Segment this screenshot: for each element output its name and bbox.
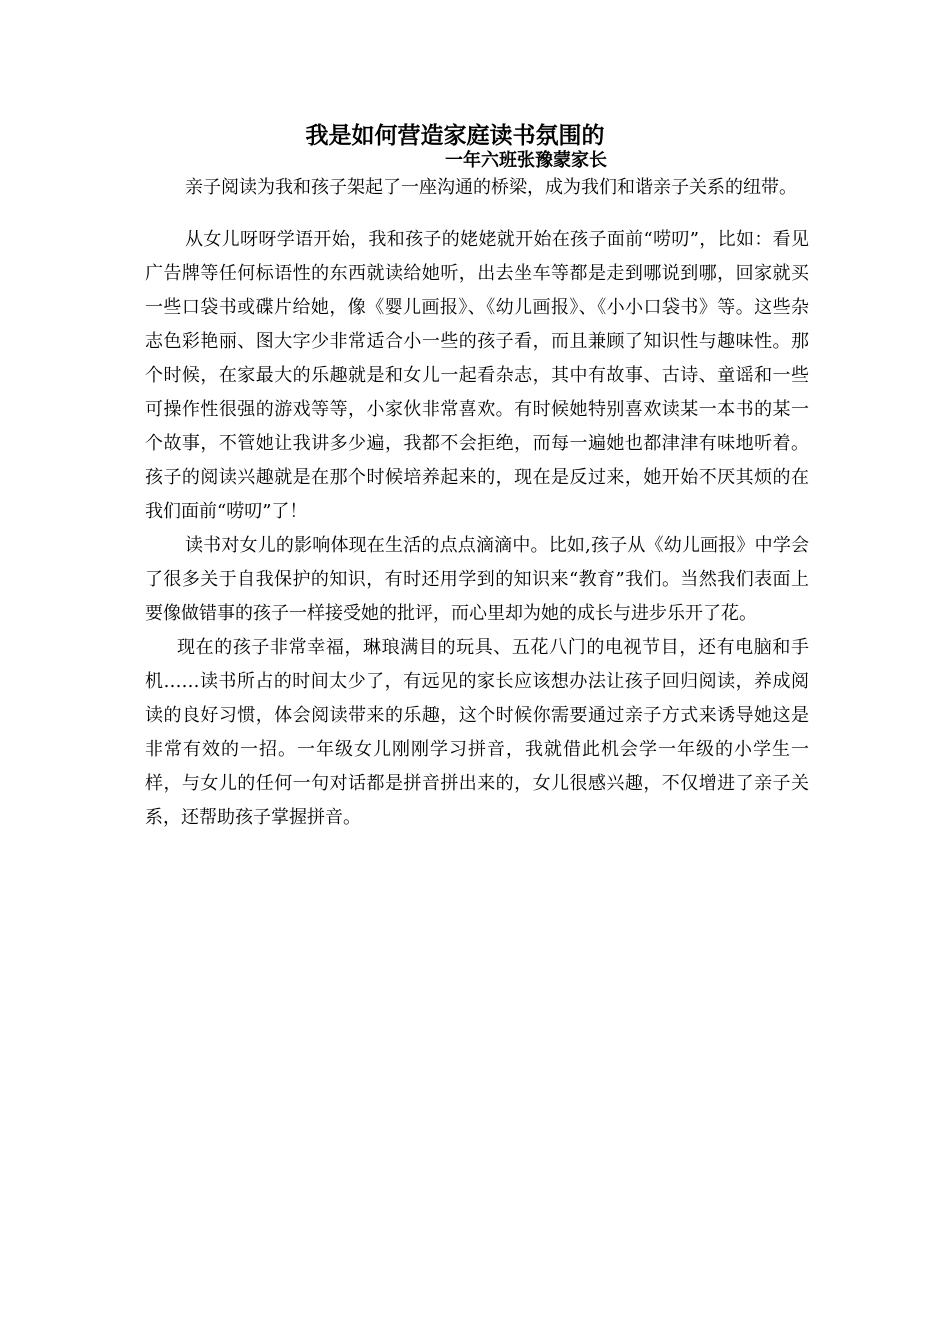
document-body bbox=[145, 171, 809, 835]
paragraph-2: 从女儿呀呀学语开始，我和孩子的姥姥就开始在孩子面前“唠叨”，比如：看见广告牌等任何标语性的东西就读给她听，出去坐车等都是走到哪说到哪，回家就买一些口袋书或碟片给她，像《婴儿画报》、《幼儿画报》、《小小口袋书》等。这些杂志色彩艳丽、图大字少非常适合小一些的孩子看，而且兼顾了知识性与趣味性。那个时候，在家最大的乐趣就是和女儿一起看杂志，其中有故事、古诗、童谣和一些可操作性很强的游戏等等，小家伙非常喜欢。有时候她特别喜欢读某一本书的某一个故事，不管她让我讲多少遍，我都不会拒绝，而每一遍她也都津津有味地听着。孩子的阅读兴趣就是在那个时候培养起来的，现在是反过来，她开始不厌其烦的在我们面前“唠叨”了！ bbox=[145, 229, 809, 522]
paragraph-4: 现在的孩子非常幸福，琳琅满目的玩具、五花八门的电视节目，还有电脑和手机……读书所占的时间太少了，有远见的家长应该想办法让孩子回归阅读，养成阅读的良好习惯，体会阅读带来的乐趣，这个时候你需要通过亲子方式来诱导她这是非常有效的一招。一年级女儿刚刚学习拼音，我就借此机会学一年级的小学生一样，与女儿的任何一句对话都是拼音拼出来的，女儿很感兴趣，不仅增进了亲子关系，还帮助孩子掌握拼音。 bbox=[145, 637, 809, 828]
paragraph-3: 读书对女儿的影响体现在生活的点点滴滴中。比如,孩子从《幼儿画报》中学会了很多关于自我保护的知识，有时还用学到的知识来“教育”我们。当然我们表面上要像做错事的孩子一样接受她的批评，而心里却为她的成长与进步乐开了花。 bbox=[145, 535, 809, 624]
paragraph-1: 亲子阅读为我和孩子架起了一座沟通的桥梁，成为我们和谐亲子关系的纽带。 bbox=[185, 177, 797, 198]
document-title: 我是如何营造家庭读书氛围的 bbox=[305, 123, 605, 149]
document-author: 一年六班张豫蒙家长 bbox=[445, 150, 607, 171]
